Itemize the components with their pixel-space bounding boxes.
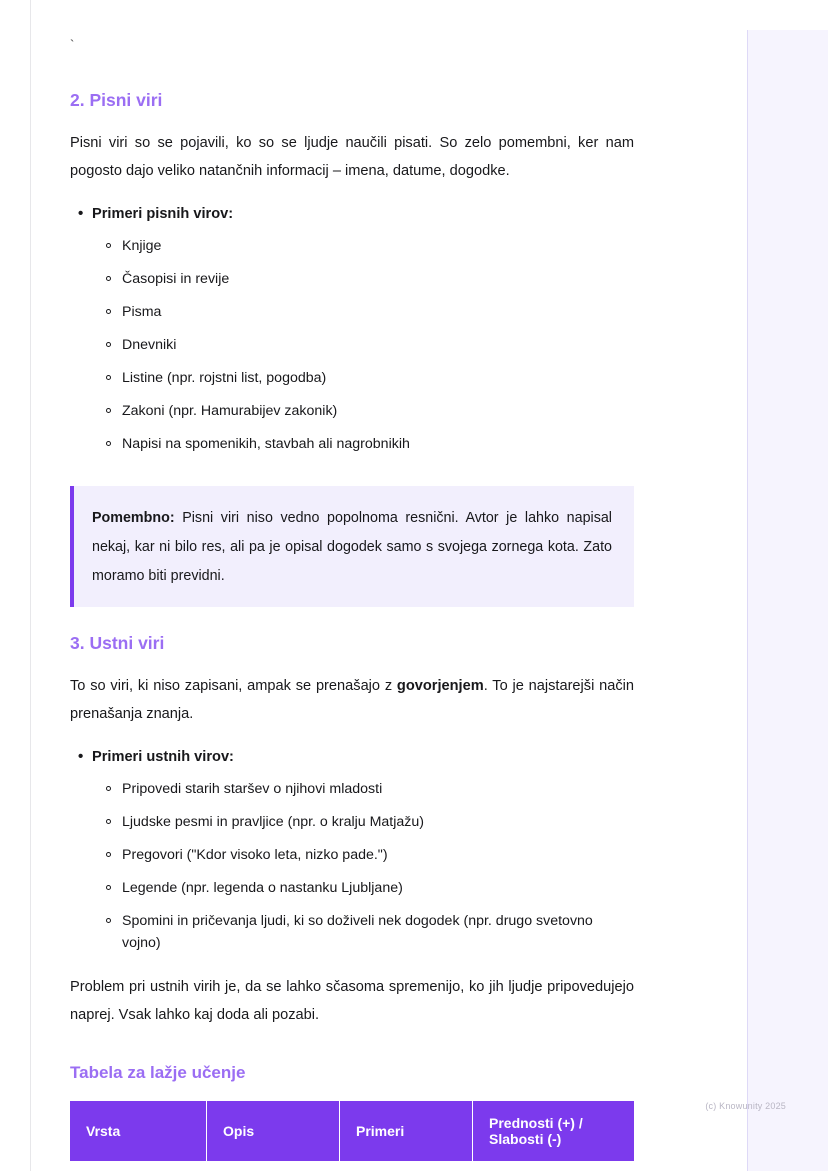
watermark-text: (c) Knowunity 2025 (705, 1101, 786, 1111)
sublist-pisni-viri (92, 229, 634, 460)
list-item-label: Napisi na spomenikih, stavbah ali nagrobnikih (122, 436, 410, 452)
list-item-label: Pregovori ("Kdor visoko leta, nizko pade.") (122, 847, 388, 863)
list-item-label: Ljudske pesmi in pravljice (npr. o kralju Matjažu) (122, 814, 425, 830)
list-item (122, 871, 634, 904)
circle-bullet-icon (106, 441, 111, 446)
paragraph-ustni-viri-closing: Problem pri ustnih virih je, da se lahko sčasoma spremenijo, ko jih ljudje pripovedujejo naprej. Vsak lahko kaj doda ali pozabi. (70, 979, 634, 1023)
table-header-row (70, 1101, 634, 1161)
list-item (122, 904, 634, 959)
intro-before: To so viri, ki niso zapisani, ampak se prenašajo z (70, 678, 397, 694)
bullet-icon: • (78, 748, 84, 765)
callout-label: Pomembno: (92, 510, 175, 526)
list-item (122, 772, 634, 805)
list-pisni-viri (70, 201, 634, 460)
list-item-label: Legende (npr. legenda o nastanku Ljubljane) (122, 880, 403, 896)
list-heading-label: Primeri pisnih virov: (92, 206, 234, 222)
circle-bullet-icon (106, 786, 111, 791)
circle-bullet-icon (106, 819, 111, 824)
intro-bold: govorjenjem (396, 678, 484, 694)
section-title-pisni-viri: 2. Pisni viri (70, 90, 163, 110)
section-title-ustni-viri: 3. Ustni viri (70, 633, 165, 653)
list-item (122, 295, 634, 328)
list-item (122, 328, 634, 361)
list-item-label: Pisma (122, 304, 162, 320)
list-heading-pisni-viri (78, 201, 634, 460)
table-header-cell-prednosti: Prednosti (+) / Slabosti (-) (473, 1101, 635, 1161)
list-item (122, 838, 634, 871)
table-header-cell-vrsta: Vrsta (70, 1101, 207, 1161)
list-item-label: Zakoni (npr. Hamurabijev zakonik) (122, 403, 338, 419)
comparison-table (70, 1101, 634, 1161)
list-item-label: Listine (npr. rojstni list, pogodba) (122, 370, 327, 386)
circle-bullet-icon (106, 309, 111, 314)
list-item (122, 805, 634, 838)
document-content (70, 30, 634, 1161)
circle-bullet-icon (106, 276, 111, 281)
list-item (122, 229, 634, 262)
stray-mark: ` (70, 37, 75, 52)
circle-bullet-icon (106, 342, 111, 347)
circle-bullet-icon (106, 885, 111, 890)
table-header-cell-primeri: Primeri (340, 1101, 473, 1161)
list-item-label: Knjige (122, 238, 162, 254)
list-item-label: Pripovedi starih staršev o njihovi mladosti (122, 781, 383, 797)
callout-text (92, 504, 612, 591)
left-margin-rule (30, 0, 31, 1171)
circle-bullet-icon (106, 243, 111, 248)
list-item (122, 361, 634, 394)
list-heading-ustni-viri (78, 744, 634, 959)
list-item-label: Časopisi in revije (122, 271, 230, 287)
paragraph-ustni-viri-intro (70, 672, 634, 728)
circle-bullet-icon (106, 408, 111, 413)
list-item (122, 262, 634, 295)
circle-bullet-icon (106, 375, 111, 380)
paragraph-pisni-viri-intro: Pisni viri so se pojavili, ko so se ljudje naučili pisati. So zelo pomembni, ker nam pogosto dajo veliko natančnih informacij – imena, datume, dogodke. (70, 135, 634, 179)
right-sidebar-strip (747, 30, 828, 1171)
intro-after: . To je najstarejši način prenašanja znanja. (70, 678, 635, 722)
circle-bullet-icon (106, 918, 111, 923)
table-header (70, 1101, 634, 1161)
sublist-ustni-viri (92, 772, 634, 959)
list-heading-label: Primeri ustnih virov: (92, 749, 234, 765)
list-item (122, 394, 634, 427)
callout-important (70, 486, 634, 607)
table-header-cell-opis: Opis (207, 1101, 340, 1161)
circle-bullet-icon (106, 852, 111, 857)
callout-body: Pisni viri niso vedno popolnoma resnični. Avtor je lahko napisal nekaj, kar ni bilo res, ali pa je opisal dogodek samo s svojega zornega kota. Zato moramo biti previdni. (92, 510, 612, 584)
list-ustni-viri (70, 744, 634, 959)
bullet-icon: • (78, 205, 84, 222)
table-section-title: Tabela za lažje učenje (70, 1063, 246, 1082)
list-item (122, 427, 634, 460)
list-item-label: Spomini in pričevanja ljudi, ki so doživeli nek dogodek (npr. drugo svetovno vojno) (122, 913, 593, 951)
list-item-label: Dnevniki (122, 337, 177, 353)
